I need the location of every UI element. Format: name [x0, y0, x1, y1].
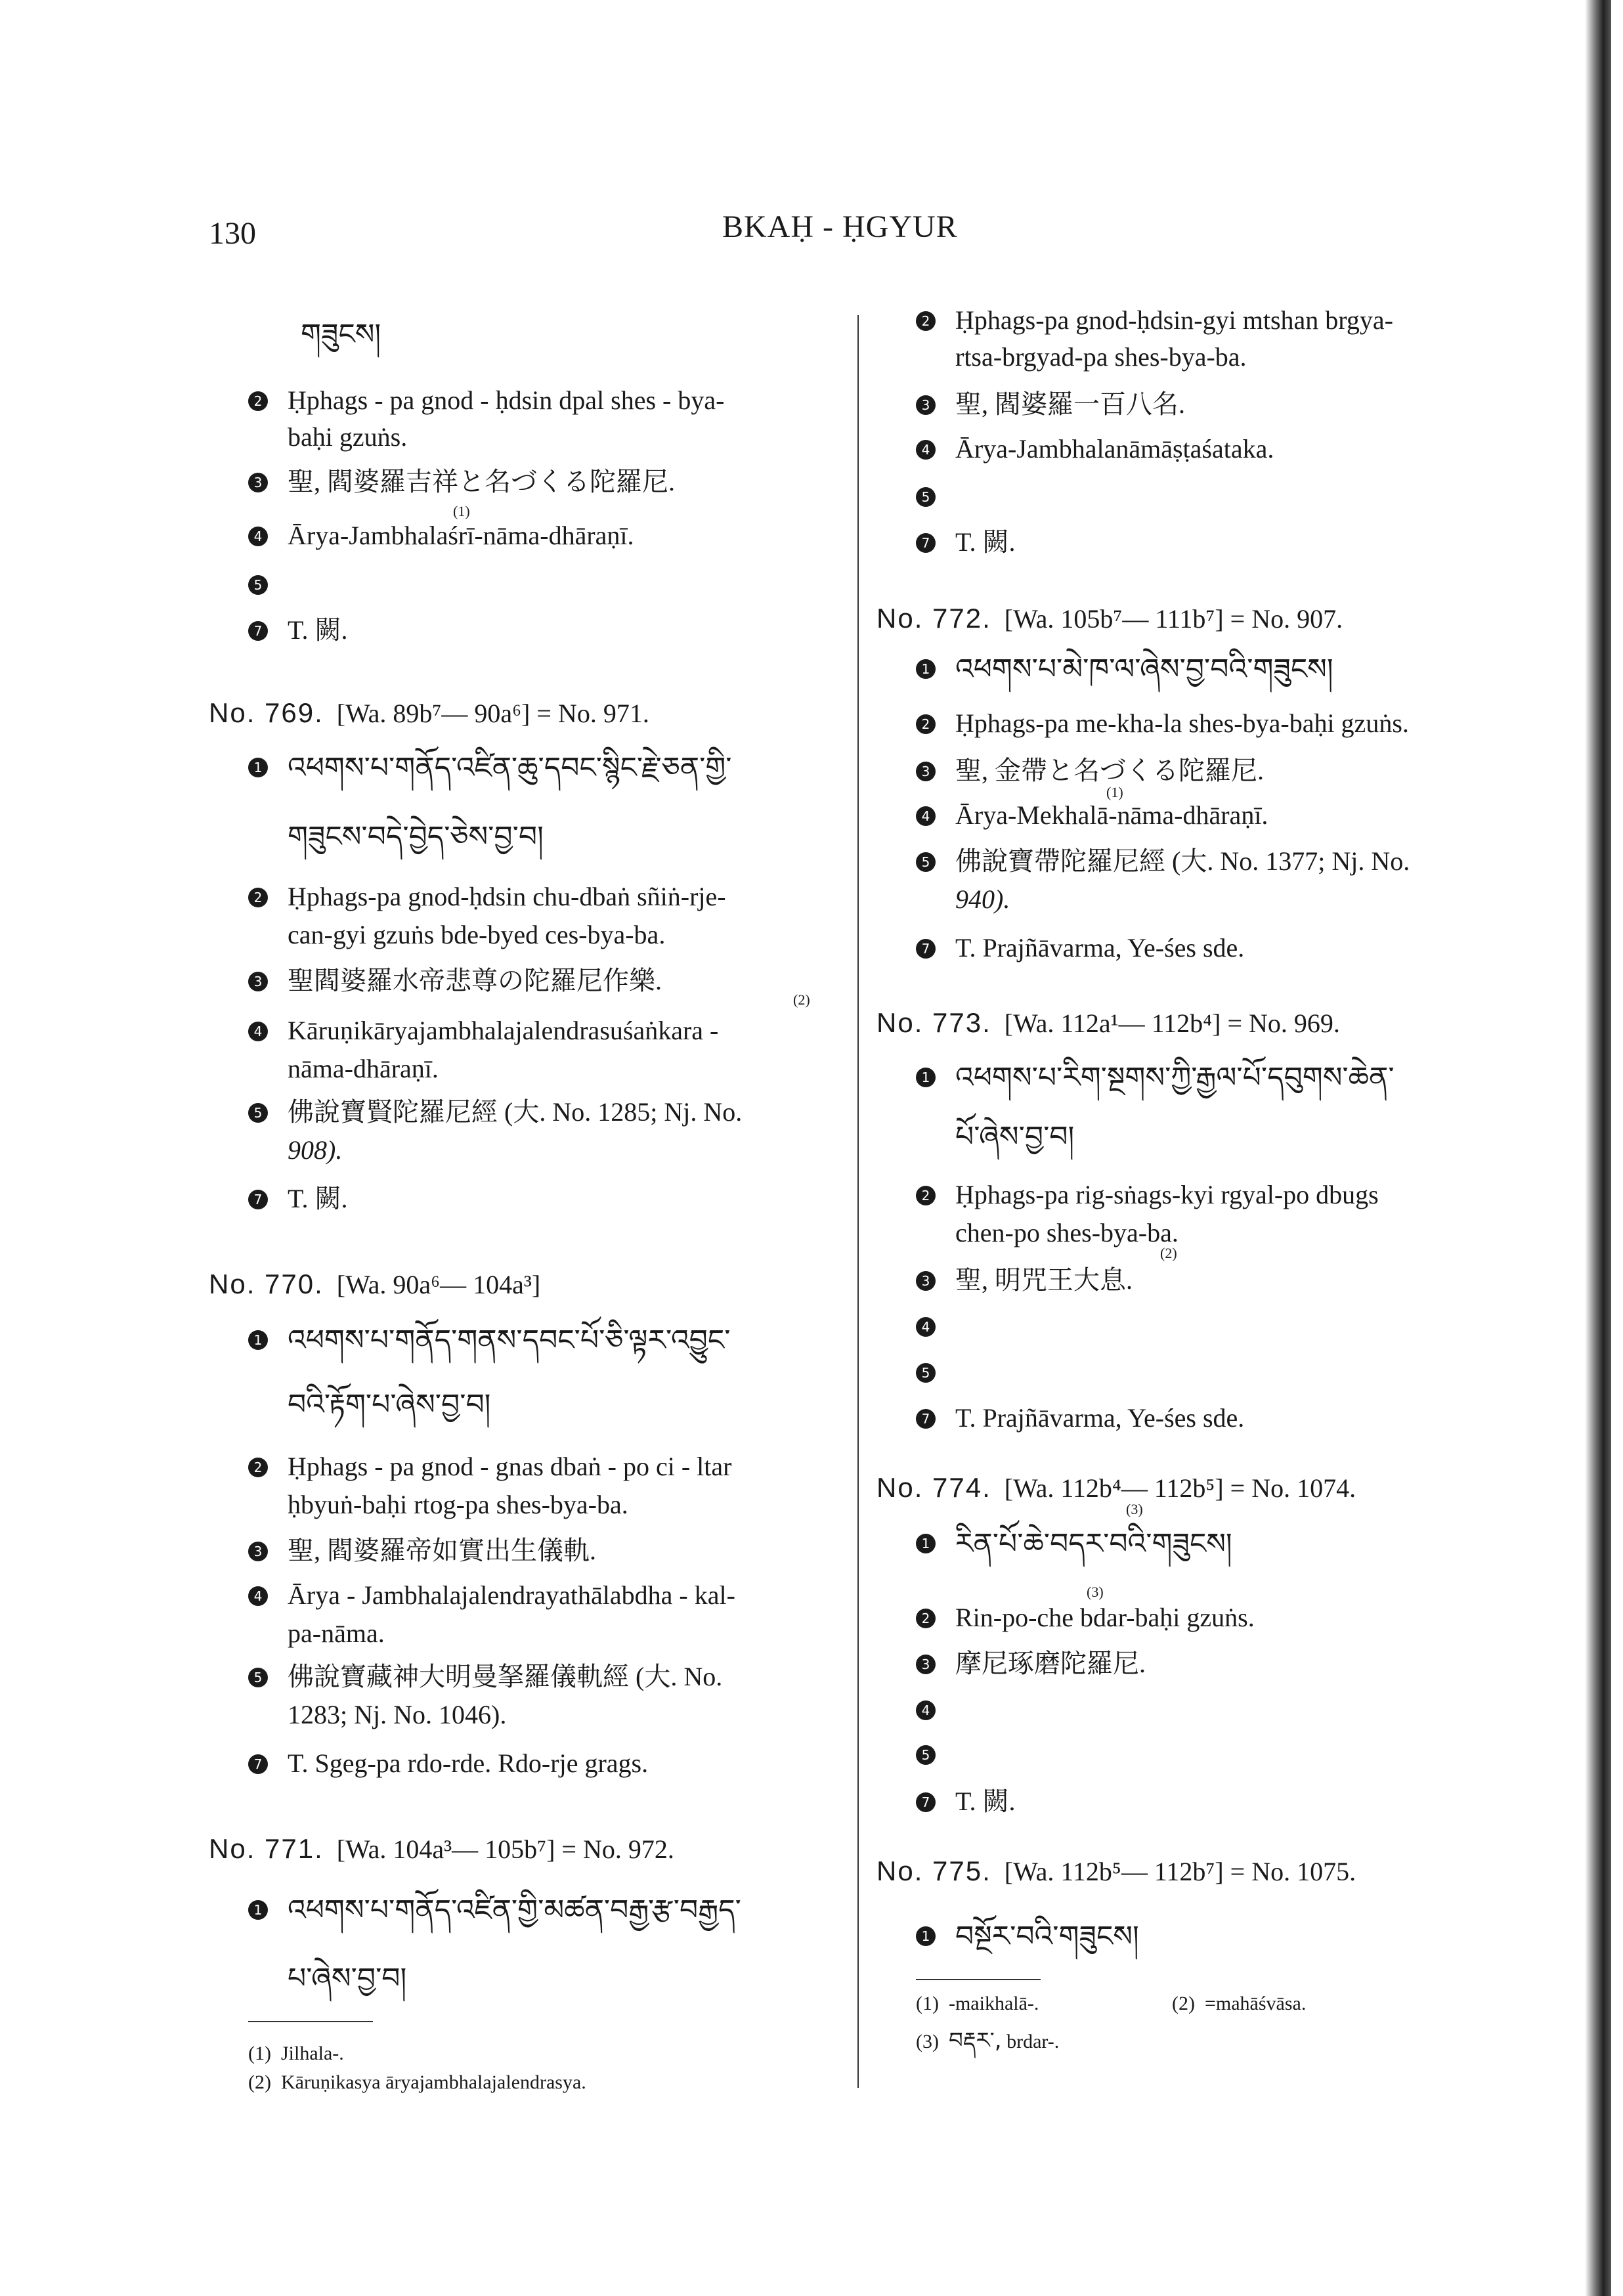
entry-heading: No. 769. [Wa. 89b⁷— 90a⁶] = No. 971.: [209, 697, 649, 728]
tibetan-title: 1 རིན་པོ་ཆེ་བདར་བའི་གཟུངས།: [916, 1525, 1232, 1564]
bullet-3-icon: 3: [248, 972, 268, 991]
entry-heading: No. 771. [Wa. 104a³— 105b⁷] = No. 972.: [209, 1833, 674, 1864]
bullet-7-icon: 7: [916, 939, 936, 959]
tibetan-title: གཟུངས།: [301, 318, 381, 351]
tibetan-title: 1 འཕགས་པ་རིག་སྔགས་ཀྱི་རྒྱལ་པོ་དབུགས་ཆེན་: [916, 1058, 1395, 1098]
entry-line-2-cont: chen-po shes-bya-ba.: [955, 1218, 1179, 1247]
bullet-7-icon: 7: [916, 533, 936, 553]
bullet-5-icon: 5: [916, 1363, 936, 1383]
entry-line-5: 5 佛說寶藏神大明曼拏羅儀軌經 (大. No.: [248, 1657, 722, 1697]
entry-line-2: 2 Ḥphags - pa gnod - gnas dbaṅ - po ci - ltar: [248, 1447, 731, 1486]
entry-heading: No. 773. [Wa. 112a¹— 112b⁴] = No. 969.: [876, 1007, 1340, 1038]
bullet-7-icon: 7: [916, 1409, 936, 1429]
tibetan-title: 1 འཕགས་པ་མེ་ཁ་ལ་ཞེས་བྱ་བའི་གཟུངས།: [916, 650, 1333, 689]
entry-heading: No. 775. [Wa. 112b⁵— 112b⁷] = No. 1075.: [876, 1855, 1356, 1886]
entry-line-5: 5 佛說寶帶陀羅尼經 (大. No. 1377; Nj. No.: [916, 842, 1410, 881]
entry-line-4: 4 Ārya-Jambhalanāmāṣṭaśataka.: [916, 429, 1274, 469]
entry-line-2: 2 Ḥphags-pa me-kha-la shes-bya-baḥi gzuṅs.: [916, 704, 1409, 743]
entry-line-4: 4 Ārya-Mekhalā-nāma-dhāraṇī.: [916, 796, 1268, 835]
footnote: (1) -maikhalā-.: [916, 1993, 1039, 2014]
column-divider: [857, 315, 859, 2088]
entry-line-2-cont: baḥi gzuṅs.: [288, 422, 408, 452]
footnote-mark: (2): [1160, 1245, 1177, 1261]
tibetan-title-cont: པོ་ཞེས་བྱ་བ།: [955, 1120, 1075, 1154]
footnote-mark: (1): [1106, 784, 1123, 800]
entry-line-3: 3 聖, 金帶と名づくる陀羅尼.: [916, 751, 1264, 791]
entry-line-2-cont: rtsa-brgyad-pa shes-bya-ba.: [955, 342, 1247, 372]
bullet-3-icon: 3: [916, 1271, 936, 1291]
tibetan-title: 1 འཕགས་པ་གནོད་འཛིན་ཆུ་དབང་སྙིང་རྗེ་ཅན་གྱི་: [248, 748, 732, 788]
bullet-2-icon: 2: [248, 888, 268, 907]
bullet-2-icon: 2: [916, 1186, 936, 1205]
footnote: (2) =mahāśvāsa.: [1172, 1993, 1307, 2014]
entry-line-5: 5 佛說寶賢陀羅尼經 (大. No. 1285; Nj. No.: [248, 1093, 742, 1132]
bullet-3-icon: 3: [916, 395, 936, 415]
bullet-3-icon: 3: [916, 762, 936, 781]
entry-line-2-cont: ḥbyuṅ-baḥi rtog-pa shes-bya-ba.: [288, 1490, 628, 1519]
entry-line-2: 2 Ḥphags-pa rig-sṅags-kyi rgyal-po dbugs: [916, 1175, 1379, 1215]
entry-line-3: 3 聖, 閻婆羅吉祥と名づくる陀羅尼.: [248, 462, 675, 502]
bullet-5-icon: 5: [916, 1745, 936, 1765]
footnote-rule: [916, 1979, 1041, 1980]
entry-line-5: [916, 477, 955, 516]
entry-line-3: 3 聖閻婆羅水帝悲尊の陀羅尼作樂.: [248, 961, 662, 1001]
bullet-2-icon: 2: [248, 391, 268, 411]
entry-heading: No. 774. [Wa. 112b⁴— 112b⁵] = No. 1074.: [876, 1472, 1356, 1503]
entry-line-4: [916, 1690, 955, 1729]
entry-line-2: 2 Ḥphags-pa gnod-ḥdsin chu-dbaṅ sñiṅ-rje-: [248, 877, 726, 917]
bullet-7-icon: 7: [248, 621, 268, 641]
entry-line-4: 4 Ārya - Jambhalajalendrayathālabdha - kal-: [248, 1576, 735, 1615]
footnote: (3) བརྡར་, brdar-.: [916, 2027, 1060, 2054]
bullet-1-icon: 1: [248, 758, 268, 777]
entry-line-2: 2 Ḥphags - pa gnod - ḥdsin dpal shes - bya-: [248, 381, 724, 420]
entry-line-4: 4 Ārya-Jambhalaśrī-nāma-dhāraṇī.: [248, 516, 634, 555]
entry-line-3: 3 摩尼琢磨陀羅尼.: [916, 1644, 1146, 1683]
entry-line-3: 3 聖, 閻婆羅一百八名.: [916, 385, 1185, 424]
bullet-4-icon: 4: [248, 527, 268, 546]
footnote-mark: (2): [793, 991, 810, 1008]
footnote-mark: (3): [1087, 1584, 1104, 1600]
entry-line-7: 7 T. Sgeg-pa rdo-rde. Rdo-rje grags.: [248, 1744, 648, 1783]
entry-line-5-cont: 1283; Nj. No. 1046).: [288, 1700, 507, 1729]
bullet-5-icon: 5: [916, 487, 936, 507]
entry-line-4: 4 Kāruṇikāryajambhalajalendrasuśaṅkara -: [248, 1011, 718, 1051]
bullet-5-icon: 5: [248, 1668, 268, 1687]
entry-heading: No. 770. [Wa. 90a⁶— 104a³]: [209, 1268, 541, 1299]
footnote-mark: (1): [453, 503, 470, 519]
bullet-4-icon: 4: [916, 440, 936, 460]
bullet-2-icon: 2: [916, 714, 936, 734]
bullet-1-icon: 1: [916, 659, 936, 679]
bullet-3-icon: 3: [248, 473, 268, 492]
scan-edge-shadow: [1585, 0, 1611, 2296]
bullet-5-icon: 5: [916, 852, 936, 872]
bullet-2-icon: 2: [248, 1458, 268, 1477]
page-number: 130: [209, 216, 256, 251]
entry-line-4-cont: nāma-dhāraṇī.: [288, 1054, 439, 1083]
entry-line-5-cont: 940).: [955, 884, 1010, 914]
entry-line-7: 7 T. Prajñāvarma, Ye-śes sde.: [916, 1398, 1244, 1438]
bullet-7-icon: 7: [916, 1792, 936, 1812]
entry-line-7: 7 T. 闕.: [916, 1782, 1015, 1821]
tibetan-title-cont: པ་ཞེས་བྱ་བ།: [288, 1962, 407, 1995]
entry-line-5: [916, 1735, 955, 1774]
bullet-4-icon: 4: [248, 1022, 268, 1041]
bullet-1-icon: 1: [248, 1900, 268, 1920]
entry-heading: No. 772. [Wa. 105b⁷— 111b⁷] = No. 907.: [876, 603, 1343, 634]
entry-line-7: 7 T. 闕.: [248, 1179, 347, 1219]
bullet-5-icon: 5: [248, 575, 268, 595]
entry-line-5: [248, 565, 288, 604]
footnote-rule: [248, 2021, 373, 2022]
bullet-4-icon: 4: [916, 1317, 936, 1337]
bullet-1-icon: 1: [916, 1534, 936, 1553]
bullet-3-icon: 3: [248, 1542, 268, 1561]
entry-line-5-cont: 908).: [288, 1135, 343, 1165]
footnote: (1) Jilhala-.: [248, 2043, 344, 2064]
entry-line-7: 7 T. Prajñāvarma, Ye-śes sde.: [916, 928, 1244, 968]
running-head: BKAḤ - ḤGYUR: [722, 209, 958, 244]
tibetan-title: 1 བསྔོར་བའི་གཟུངས།: [916, 1917, 1139, 1957]
footnote-mark: (3): [1126, 1501, 1143, 1517]
entry-line-7: 7 T. 闕.: [248, 611, 347, 650]
bullet-4-icon: 4: [916, 806, 936, 826]
entry-line-2-cont: can-gyi gzuṅs bde-byed ces-bya-ba.: [288, 920, 666, 949]
bullet-2-icon: 2: [916, 1609, 936, 1628]
tibetan-title-cont: གཟུངས་བདེ་བྱེད་ཅེས་བྱ་བ།: [288, 820, 544, 854]
tibetan-title: 1 འཕགས་པ་གནོད་འཛིན་གྱི་མཚན་བརྒྱ་རྩ་བརྒྱད་: [248, 1891, 741, 1930]
entry-line-2: 2 Ḥphags-pa gnod-ḥdsin-gyi mtshan brgya-: [916, 301, 1393, 340]
bullet-4-icon: 4: [916, 1700, 936, 1720]
bullet-7-icon: 7: [248, 1190, 268, 1209]
footnote: (2) Kāruṇikasya āryajambhalajalendrasya.: [248, 2071, 586, 2093]
bullet-7-icon: 7: [248, 1754, 268, 1774]
entry-line-5: [916, 1353, 955, 1392]
tibetan-title: 1 འཕགས་པ་གནོད་གནས་དབང་པོ་ཅི་ལྟར་འབྱུང་: [248, 1321, 730, 1360]
bullet-3-icon: 3: [916, 1655, 936, 1674]
entry-line-3: 3 聖, 明咒王大息.: [916, 1261, 1133, 1300]
bullet-1-icon: 1: [916, 1926, 936, 1946]
tibetan-title-cont: བའི་རྟོག་པ་ཞེས་བྱ་བ།: [288, 1388, 491, 1421]
bullet-1-icon: 1: [248, 1330, 268, 1350]
entry-line-3: 3 聖, 閻婆羅帝如實出生儀軌.: [248, 1531, 596, 1570]
entry-line-4: [916, 1307, 955, 1346]
bullet-5-icon: 5: [248, 1103, 268, 1123]
bullet-2-icon: 2: [916, 311, 936, 331]
entry-line-7: 7 T. 闕.: [916, 523, 1015, 562]
entry-line-4-cont: pa-nāma.: [288, 1618, 385, 1648]
bullet-1-icon: 1: [916, 1068, 936, 1087]
bullet-4-icon: 4: [248, 1586, 268, 1606]
entry-line-2: 2 Rin-po-che bdar-baḥi gzuṅs.: [916, 1598, 1255, 1637]
